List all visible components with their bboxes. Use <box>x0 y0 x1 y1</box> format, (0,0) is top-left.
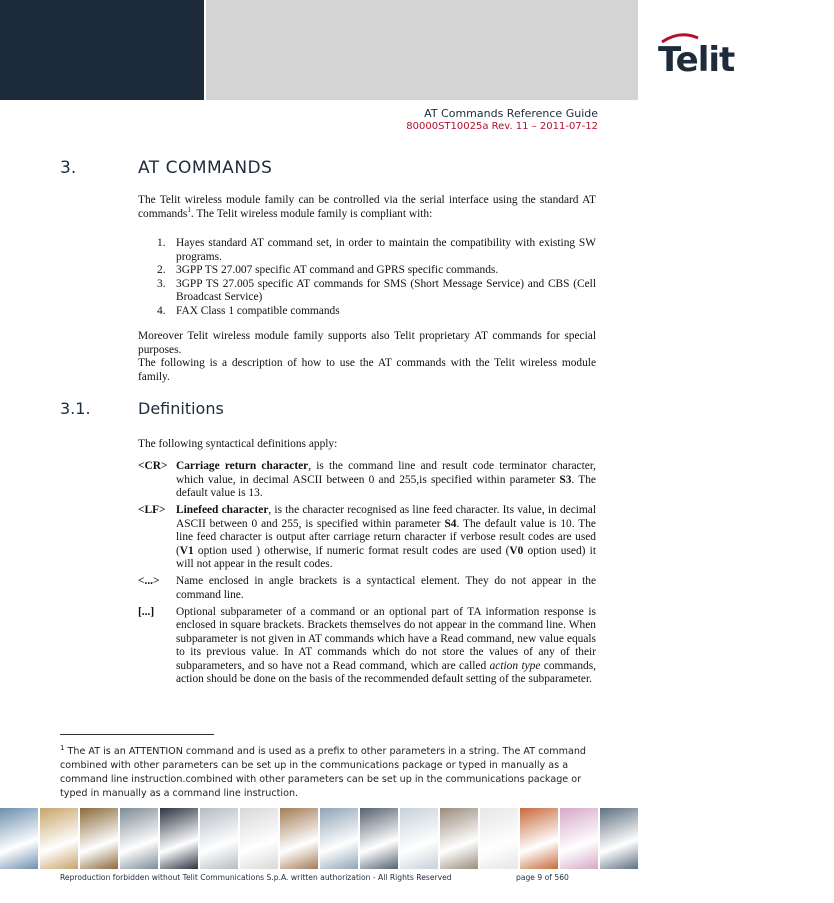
definition-text: Name enclosed in angle brackets is a syntactical element. They do not appear in the command line. <box>176 575 596 601</box>
list-item-number: 1. <box>157 237 166 249</box>
list-item-number: 2. <box>157 264 166 276</box>
footnote <box>60 741 590 801</box>
photo-tile <box>80 808 118 869</box>
intro-text-2: . The Telit wireless module family is compliant with: <box>190 207 433 220</box>
section-3-1-title: Definitions <box>138 399 224 418</box>
definition-square-brackets <box>138 606 596 687</box>
definition-term: [...] <box>138 605 155 618</box>
definition-term: <LF> <box>138 504 166 516</box>
footnote-text: The AT is an ATTENTION command and is used as a prefix to other parameters in a string. The AT command combined with other parameters can be set up in the communications package or typed in manually as a command line instruction.combined with other parameters can be set up in the communications package or typed in manually as a command line instruction. <box>60 746 587 800</box>
photo-tile <box>360 808 398 869</box>
definition-bold: Linefeed character <box>176 504 269 516</box>
list-item <box>138 264 596 278</box>
photo-tile <box>560 808 598 869</box>
photo-tile <box>280 808 318 869</box>
option-name: V0 <box>509 544 524 557</box>
header-gray-panel <box>206 0 817 100</box>
definition-angle-brackets <box>138 575 596 602</box>
photo-tile <box>600 808 638 869</box>
definition-cr <box>138 460 596 501</box>
section-3-intro <box>138 194 596 221</box>
definition-text: option used ) otherwise, if numeric format result codes are used ( <box>193 544 510 557</box>
list-item <box>138 278 596 305</box>
list-item-text: 3GPP TS 27.007 specific AT command and GPRS specific commands. <box>176 264 499 276</box>
footnote-rule <box>60 734 214 735</box>
definition-term: <...> <box>138 575 160 587</box>
photo-tile <box>480 808 518 869</box>
intro-text-1: The Telit wireless module family can be controlled via the serial interface using the standard AT commands <box>138 194 596 220</box>
definition-text: , is the command line and result code terminator character, which value, in decimal ASCII between 0 and 255,is specified within parameter <box>176 460 597 486</box>
photo-tile <box>440 808 478 869</box>
description-paragraph: The following is a description of how to use the AT commands with the Telit wireless module family. <box>138 357 596 383</box>
definitions-list <box>138 460 596 690</box>
footer-legal: Reproduction forbidden without Telit Communications S.p.A. written authorization - All Rights Reserved <box>60 873 452 882</box>
proprietary-commands-paragraph: Moreover Telit wireless module family supports also Telit proprietary AT commands for special purposes. <box>138 330 596 356</box>
photo-tile <box>240 808 278 869</box>
photo-tile <box>0 808 38 869</box>
list-item <box>138 237 596 264</box>
photo-strip <box>0 808 638 869</box>
logo-tagline-line-1: wireless <box>758 43 811 58</box>
section-3-number: 3. <box>60 158 77 178</box>
list-item-number: 4. <box>157 304 166 317</box>
definition-text: Optional subparameter of a command or an optional part of TA information response is enclosed in square brackets. Brackets themselves do not appear in the command line. When subparameter is not given in AT commands which have a Read command, new value equals to its previous value. In AT commands which do not store the values of any of their subparameters, and so have not a Read command, which are called <box>176 605 596 672</box>
footnote-mark: 1 <box>60 744 65 752</box>
photo-tile <box>160 808 198 869</box>
list-item <box>138 305 596 319</box>
photo-tile <box>400 808 438 869</box>
definition-text: commands, action should be done on the basis of the recommended default setting of the subparameter. <box>176 659 596 685</box>
telit-logo <box>658 30 834 90</box>
photo-tile <box>320 808 358 869</box>
definition-lf <box>138 504 596 572</box>
definition-text: . The default value is 13. <box>176 473 596 499</box>
definition-text: option used) it will not appear in the result codes. <box>176 544 596 570</box>
list-item-text: FAX Class 1 compatible commands <box>176 304 340 317</box>
compliance-list <box>138 237 596 318</box>
parameter-name: S4 <box>444 517 457 530</box>
definition-italic: action type <box>489 659 541 672</box>
section-3-1-number: 3.1. <box>60 399 91 418</box>
photo-tile <box>520 808 558 869</box>
definition-term: <CR> <box>138 460 168 472</box>
section-3-title: AT COMMANDS <box>138 158 273 178</box>
footnote-ref[interactable]: 1 <box>187 205 191 214</box>
photo-tile <box>200 808 238 869</box>
logo-tagline <box>758 44 816 70</box>
document-reference: 80000ST10025a Rev. 11 – 2011-07-12 <box>406 121 598 132</box>
definition-text: , is the character recognised as line feed character. Its value, in decimal ASCII between 0 and 255, is specified within parameter <box>176 504 596 530</box>
page-number: page 9 of 560 <box>516 873 569 882</box>
logo-wordmark: Telit <box>658 40 735 80</box>
list-item-number: 3. <box>157 277 166 290</box>
photo-tile <box>40 808 78 869</box>
definition-bold: Carriage return character <box>176 460 309 472</box>
header-dark-panel <box>0 0 204 100</box>
parameter-name: S3 <box>559 473 572 486</box>
definition-text: . The default value is 10. The line feed character is output after carriage return character if verbose result codes are used ( <box>176 517 596 557</box>
option-name: V1 <box>179 544 194 557</box>
definitions-intro: The following syntactical definitions apply: <box>138 438 338 450</box>
document-title: AT Commands Reference Guide <box>424 107 598 120</box>
photo-tile <box>120 808 158 869</box>
list-item-text: Hayes standard AT command set, in order to maintain the compatibility with existing SW programs. <box>176 237 596 263</box>
logo-tagline-line-2: solutions <box>758 56 817 71</box>
list-item-text: 3GPP TS 27.005 specific AT commands for SMS (Short Message Service) and CBS (Cell Broadcast Service) <box>176 277 596 303</box>
